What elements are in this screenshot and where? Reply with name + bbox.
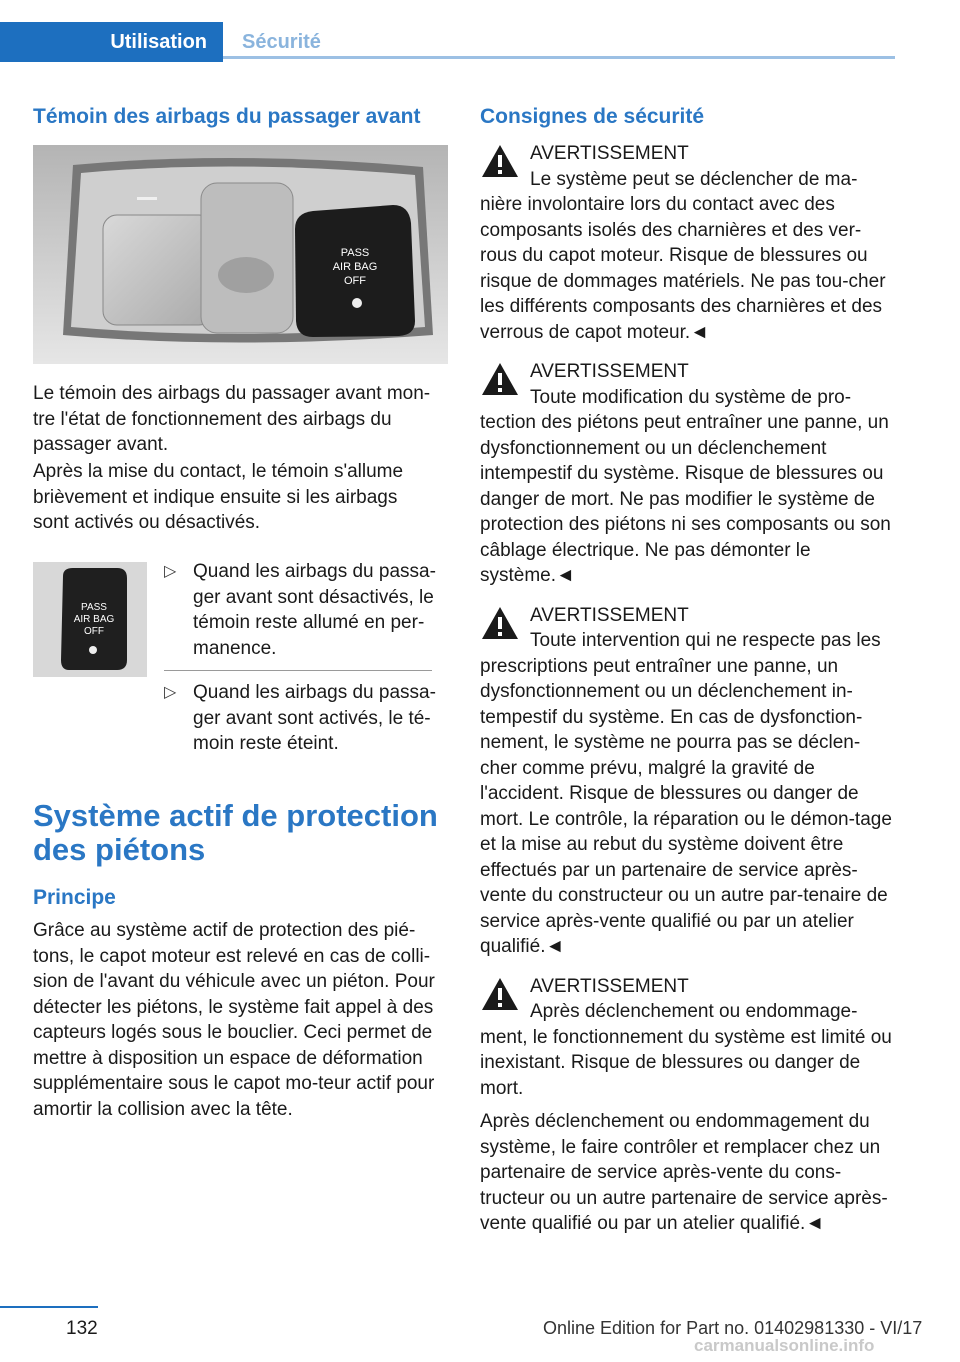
warning-text: Toute intervention qui ne respecte pas les prescriptions peut entraîner une panne, un dysfonctionnement ou un déclenchement in-tempestif du système. En cas de dysfonction-nement, le système ne pourra pas se déclen-cher comme prévu, malgré la gravité de l'accident. Risque de blessures ou danger de mort. Le contrôle, la réparation ou le démon-tage et la mise au rebut du système doivent être effectués par un partenaire de service après-vente du constructeur ou un autre par-tenaire de service après-vente qualifié ou par un atelier qualifié.◄ (480, 630, 892, 957)
tab-securite[interactable]: Sécurité (223, 22, 895, 59)
warning-triangle-icon (480, 605, 520, 641)
right-column (480, 105, 894, 1237)
paragraph-indicator-function: Le témoin des airbags du passager avant mon-tre l'état de fonctionnement des airbags du passager avant. (33, 383, 431, 455)
divider (164, 670, 432, 671)
warning-text: Toute modification du système de pro-tection des piétons peut entraîner une panne, un dysfonctionnement ou un déclenchement intempestif du système. Risque de blessures ou danger de mort. Ne pas modifier le système de protection des piétons ni ses composants ou son câblage électrique. Ne pas démonter le système.◄ (480, 386, 891, 586)
list-item (148, 680, 453, 757)
warning-title: AVERTISSEMENT (530, 604, 689, 626)
photo-label-pass: PASS (340, 247, 370, 259)
paragraph-after-deployment: Après déclenchement ou endommagement du système, le faire contrôler et remplacer chez un partenaire de service après-vente du cons-tructeur ou un autre partenaire de service après-vente qualifié ou par un atelier qualifié.◄ (480, 1111, 888, 1234)
list-item (148, 559, 453, 661)
warning-block (480, 974, 894, 1102)
warning-block (480, 141, 894, 345)
airbag-console-photo (33, 145, 448, 364)
bullet-text: Quand les airbags du passa-ger avant sont désactivés, le témoin reste allumé en per-manence. (193, 561, 436, 659)
triangle-bullet-icon: ▷ (164, 684, 177, 701)
page-number: 132 (66, 1318, 98, 1339)
watermark: carmanualsonline.info (694, 1336, 875, 1355)
photo-label-airbag: AIR BAG (332, 261, 378, 273)
header-tabs (0, 22, 895, 62)
photo-label-off: OFF (344, 275, 366, 287)
warning-block (480, 603, 894, 960)
svg-text:AIR BAG: AIR BAG (73, 614, 115, 625)
heading-pedestrian-protection: Système actif de protection des piétons (33, 798, 438, 867)
tab-utilisation[interactable]: Utilisation (0, 22, 223, 62)
svg-text:OFF: OFF (84, 626, 104, 637)
heading-airbag-indicator: Témoin des airbags du passager avant (33, 105, 421, 128)
warning-text: Le système peut se déclencher de ma-nière involontaire lors du contact avec des composants isolés des charnières et des ver-rous du capot moteur. Risque de blessures ou risque de dommages matériels. Ne pas tou-cher les différents composants des charnières et des verrous de capot moteur.◄ (480, 168, 886, 343)
svg-text:PASS: PASS (81, 602, 107, 613)
warning-title: AVERTISSEMENT (530, 975, 689, 997)
footer-rule (0, 1306, 98, 1308)
heading-principe: Principe (33, 886, 116, 909)
warning-title: AVERTISSEMENT (530, 143, 689, 164)
warning-triangle-icon (480, 361, 520, 397)
warning-triangle-icon (480, 143, 520, 179)
bullet-text: Quand les airbags du passa-ger avant sont activés, le té-moin reste éteint. (193, 682, 436, 754)
warning-triangle-icon (480, 976, 520, 1012)
triangle-bullet-icon: ▷ (164, 563, 177, 580)
heading-safety-instructions: Consignes de sécurité (480, 105, 705, 128)
warning-title: AVERTISSEMENT (530, 361, 689, 382)
paragraph-ignition: Après la mise du contact, le témoin s'allume brièvement et indique ensuite si les airbags sont activés ou désactivés. (33, 461, 404, 533)
edition-info: Online Edition for Part no. 01402981330 - VI/17 (543, 1318, 923, 1338)
airbag-off-indicator-image (33, 562, 147, 677)
bullet-list (148, 559, 453, 757)
warning-text: Après déclenchement ou endommage-ment, le fonctionnement du système est limité ou inexistant. Risque de blessures ou danger de mort. (480, 1001, 892, 1099)
warning-block (480, 359, 894, 589)
paragraph-principe: Grâce au système actif de protection des pié-tons, le capot moteur est relevé en cas de colli-sion de l'avant du véhicule avec un piéton. Pour détecter les piétons, le système fait appel à des capteurs logés sous le bouclier. Ceci permet de mettre à disposition un espace de déformation supplémentaire sous le capot mo-teur actif pour amortir la collision avec la tête. (33, 920, 435, 1120)
